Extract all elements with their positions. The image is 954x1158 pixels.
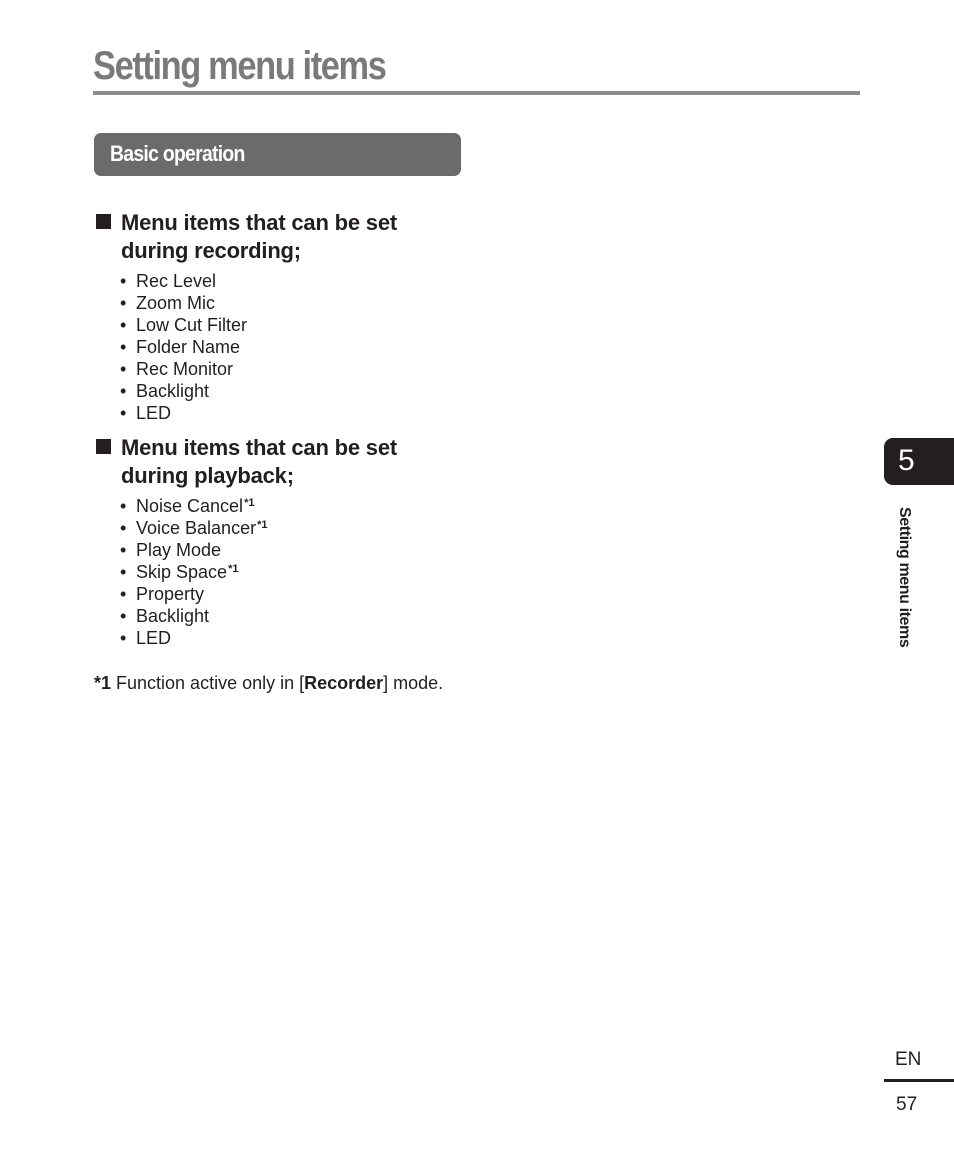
- playback-heading-line1: Menu items that can be set: [121, 435, 397, 460]
- footer-rule: [884, 1079, 954, 1082]
- list-item: • Backlight: [120, 606, 210, 626]
- list-item: • Voice Balancer$^{*1}$: [120, 518, 268, 538]
- footnote-mode-name: Recorder: [304, 673, 384, 693]
- footnote-ref: *1: [257, 519, 268, 531]
- side-chapter-label: [893, 507, 915, 667]
- recording-items-list: [120, 270, 247, 424]
- bullet-icon: •: [120, 315, 127, 335]
- bullet-icon: •: [120, 381, 127, 401]
- list-item: • LED: [120, 628, 172, 648]
- list-item: • Rec Level: [120, 271, 217, 291]
- footnote-marker: *1: [94, 673, 112, 693]
- square-bullet-icon: [96, 439, 111, 454]
- list-item: • Noise Cancel$^{*1}$: [120, 496, 255, 516]
- playback-heading-line2: during playback;: [121, 463, 294, 488]
- chapter-number: 5: [898, 444, 915, 477]
- recording-heading-line2: during recording;: [121, 238, 301, 263]
- recording-heading-line1: Menu items that can be set: [121, 210, 397, 235]
- list-item: • Folder Name: [120, 337, 241, 357]
- playback-subheading-text: [121, 434, 451, 490]
- footnote-text-after: ] mode.: [383, 673, 444, 693]
- bullet-icon: •: [120, 403, 127, 423]
- title-underline: [93, 91, 860, 95]
- section-heading: Basic operation: [110, 141, 245, 166]
- footnote-ref: *1: [244, 497, 255, 509]
- bullet-icon: •: [120, 606, 127, 626]
- side-chapter-label-text: Setting menu items: [896, 507, 913, 648]
- bullet-icon: •: [120, 584, 127, 604]
- bullet-icon: •: [120, 293, 127, 313]
- list-item: • Zoom Mic: [120, 293, 216, 313]
- section-heading-bar: [94, 133, 461, 176]
- list-item: • LED: [120, 403, 172, 423]
- list-item: • Skip Space$^{*1}$: [120, 562, 239, 582]
- bullet-icon: •: [120, 540, 127, 560]
- page-title: Setting menu items: [93, 44, 386, 88]
- list-item: • Backlight: [120, 381, 210, 401]
- bullet-icon: •: [120, 271, 127, 291]
- chapter-tab: [884, 438, 954, 485]
- playback-items-list: [120, 495, 267, 649]
- list-item: • Low Cut Filter: [120, 315, 248, 335]
- bullet-icon: •: [120, 562, 127, 582]
- bullet-icon: •: [120, 518, 127, 538]
- page-number: 57: [896, 1094, 918, 1115]
- bullet-icon: •: [120, 337, 127, 357]
- footnote: [94, 671, 443, 695]
- bullet-icon: •: [120, 359, 127, 379]
- square-bullet-icon: [96, 214, 111, 229]
- language-label: EN: [895, 1049, 922, 1070]
- list-item: • Property: [120, 584, 205, 604]
- recording-subheading-text: [121, 209, 451, 265]
- footnote-ref: *1: [228, 563, 239, 575]
- list-item: • Play Mode: [120, 540, 222, 560]
- footnote-text-before: Function active only in [: [111, 673, 305, 693]
- bullet-icon: •: [120, 628, 127, 648]
- bullet-icon: •: [120, 496, 127, 516]
- list-item: • Rec Monitor: [120, 359, 234, 379]
